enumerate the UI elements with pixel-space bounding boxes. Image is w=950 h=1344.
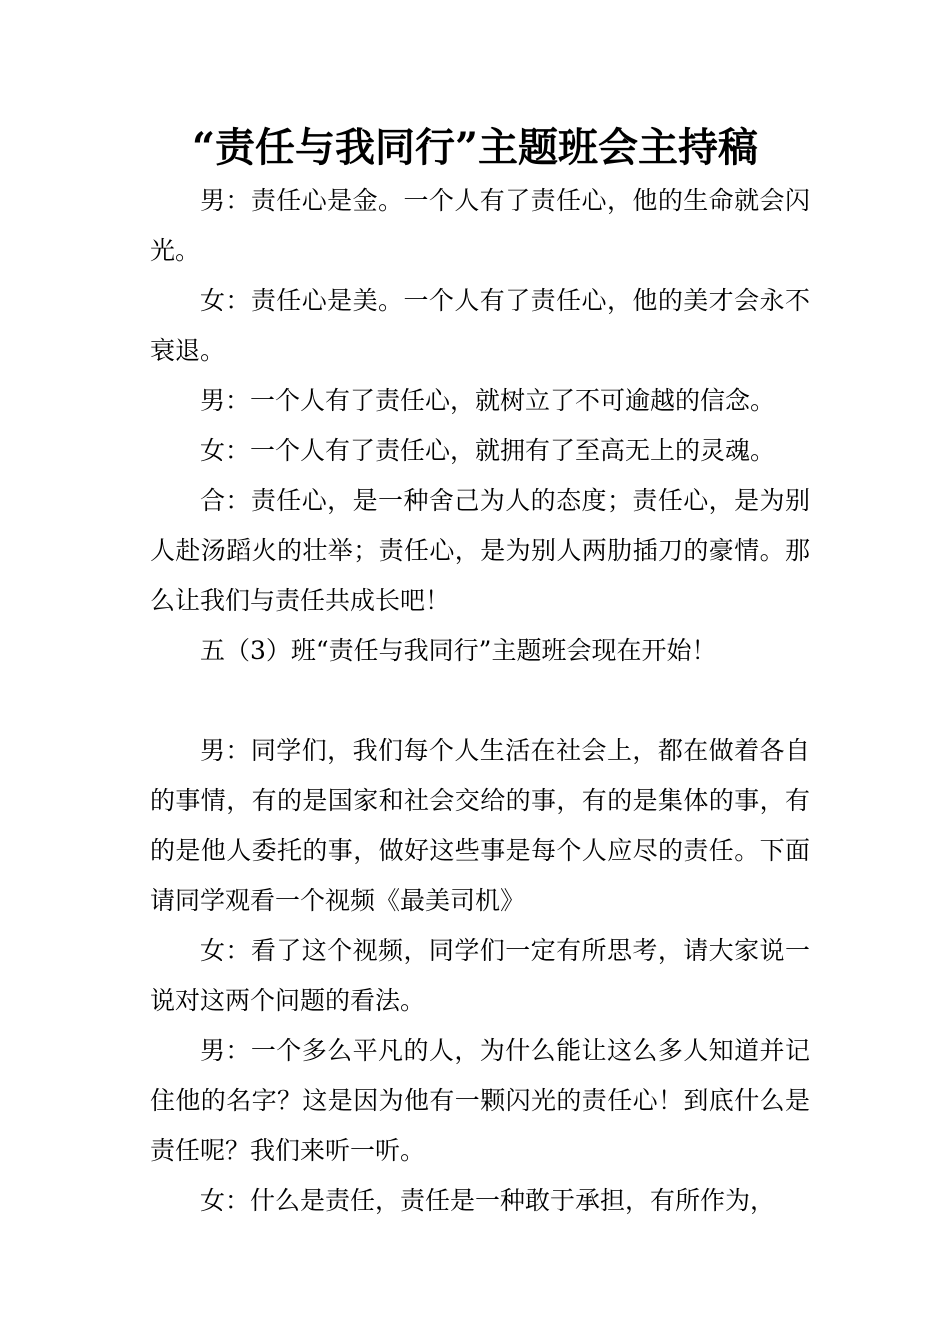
paragraph: 女：看了这个视频，同学们一定有所思考，请大家说一说对这两个问题的看法。 xyxy=(150,936,810,1015)
paragraph: 女：一个人有了责任心，就拥有了至高无上的灵魂。 xyxy=(200,436,776,465)
document-body xyxy=(150,176,810,1226)
paragraph: 男：责任心是金。一个人有了责任心，他的生命就会闪光。 xyxy=(150,186,810,265)
paragraph: 男：同学们，我们每个人生活在社会上，都在做着各自的事情，有的是国家和社会交给的事，有的是集体的事，有的是他人委托的事，做好这些事是每个人应尽的责任。下面请同学观看一个视频《最美司机》 xyxy=(150,736,810,915)
paragraph-spacer xyxy=(150,676,810,726)
paragraph: 男：一个人有了责任心，就树立了不可逾越的信念。 xyxy=(200,386,776,415)
paragraph: 五（3）班“责任与我同行”主题班会现在开始！ xyxy=(200,636,717,665)
document-title: “责任与我同行”主题班会主持稿 xyxy=(191,124,758,171)
paragraph: 男：一个多么平凡的人，为什么能让这么多人知道并记住他的名字？这是因为他有一颗闪光的责任心！到底什么是责任呢？我们来听一听。 xyxy=(150,1036,810,1165)
paragraph: 女：什么是责任，责任是一种敢于承担，有所作为， xyxy=(200,1186,776,1215)
paragraph: 女：责任心是美。一个人有了责任心，他的美才会永不衰退。 xyxy=(150,286,810,365)
paragraph: 合：责任心，是一种舍己为人的态度；责任心，是为别人赴汤蹈火的壮举；责任心，是为别人两肋插刀的豪情。那么让我们与责任共成长吧！ xyxy=(150,486,810,615)
